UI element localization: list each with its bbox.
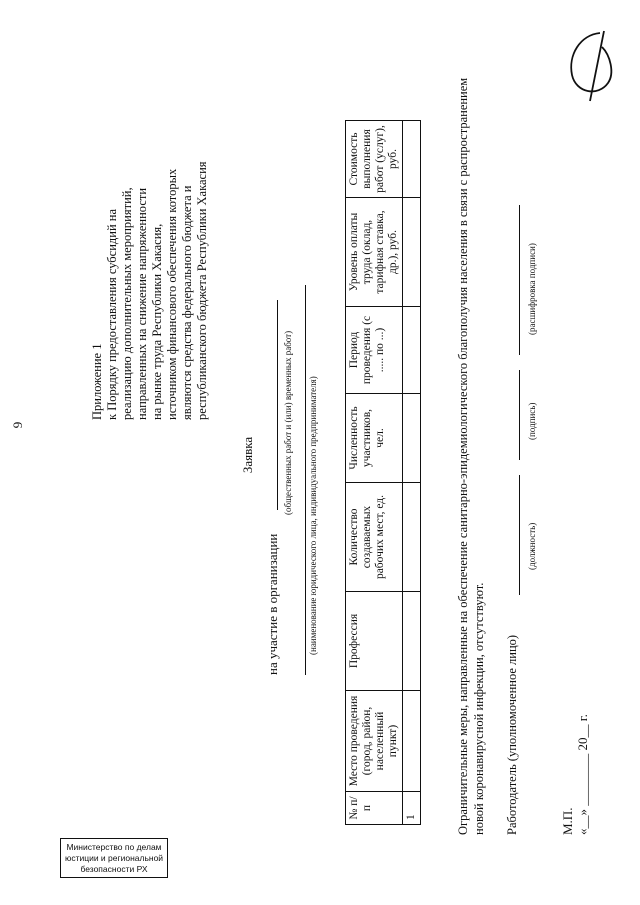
seal-place-label: М.П. <box>560 807 575 835</box>
table-cell <box>403 592 421 691</box>
decoding-caption: (расшифровка подписи) <box>527 243 537 335</box>
participation-line <box>265 295 281 675</box>
appendix-line: на рынке труда Республики Хакасия, <box>150 223 164 420</box>
table-cell: 1 <box>403 792 421 825</box>
table-header: Количество создаваемых рабочих мест, ед. <box>346 483 403 592</box>
appendix-line: направленных на снижение напряженности <box>135 187 149 420</box>
table-cell <box>403 691 421 792</box>
stamp-line: юстиции и региональной <box>64 853 164 863</box>
ministry-stamp <box>60 838 168 878</box>
table-row <box>403 121 421 825</box>
restrictions-paragraph: Ограничительные меры, направленные на обеспечение санитарно-эпидемиологического благополучия населения в связи с распространением новой коронавирусной инфекции, отсутствуют. <box>456 77 486 835</box>
document-title: Заявка <box>240 436 255 474</box>
table-header-row <box>346 121 403 825</box>
page-number: 9 <box>10 421 25 429</box>
table-header: Место проведения (город, район, населенный пункт) <box>346 691 403 792</box>
table-header: Численность участников, чел. <box>346 394 403 483</box>
table-cell <box>403 307 421 394</box>
signature-row <box>505 115 565 835</box>
org-fill-line <box>305 285 306 675</box>
table-header: Стоимость выполнения работ (услуг), руб. <box>346 121 403 198</box>
appendix-line: являются средства федерального бюджета и <box>180 185 194 420</box>
appendix-line: источником финансового обеспечения которых <box>165 168 179 420</box>
signature-fill-line <box>519 370 520 460</box>
org-caption: (наименование юридического лица, индивидуального предпринимателя) <box>308 376 318 655</box>
table-cell <box>403 121 421 198</box>
signature-caption: (подпись) <box>527 402 537 440</box>
decoding-fill-line <box>519 205 520 355</box>
participation-text: на участие в организации <box>265 533 280 675</box>
stamp-line: безопасности РХ <box>80 864 148 874</box>
table-header: № п/п <box>346 792 403 825</box>
participation-fill-line <box>277 300 278 510</box>
appendix-block <box>90 30 210 420</box>
table-cell <box>403 394 421 483</box>
works-caption: (общественных работ и (или) временных работ) <box>283 330 293 515</box>
table-cell <box>403 198 421 307</box>
appendix-line: республиканского бюджета Республики Хакасия <box>195 161 209 420</box>
date-line: «__» ________ 20__ г. <box>575 714 590 835</box>
table-header: Период проведения (с ..... по ...) <box>346 307 403 394</box>
position-caption: (должность) <box>527 522 537 570</box>
table-cell <box>403 483 421 592</box>
appendix-line: к Порядку предоставления субсидий на <box>105 208 119 420</box>
stamp-line: Министерство по делам <box>66 842 162 852</box>
signature-label: Работодатель (уполномоченное лицо) <box>505 634 519 835</box>
position-fill-line <box>519 475 520 595</box>
application-table <box>345 120 421 825</box>
table-header: Профессия <box>346 592 403 691</box>
table-header: Уровень оплаты труда (оклад, тарифная ставка, др.), руб. <box>346 198 403 307</box>
appendix-line: Приложение 1 <box>90 343 104 420</box>
appendix-line: реализацию дополнительных мероприятий, <box>120 187 134 420</box>
